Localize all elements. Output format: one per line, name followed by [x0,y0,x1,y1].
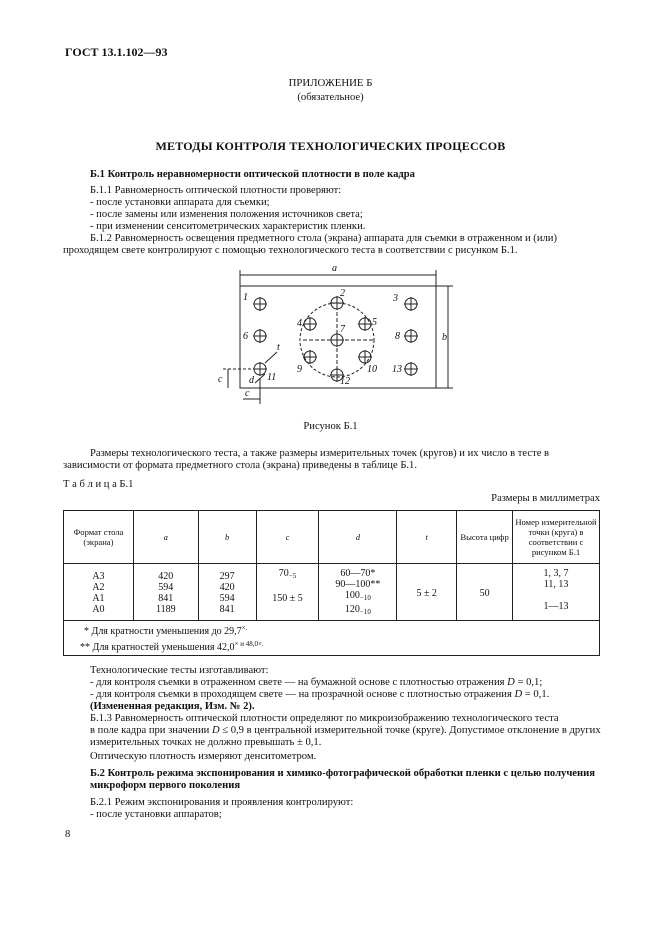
edition-note: (Измененная редакция, Изм. № 2). [90,701,255,712]
label-n10: 10 [367,364,377,375]
cell-value: 60—70* [340,568,376,579]
cell-value: 11, 13 [543,579,569,590]
cell-value: 1189 [155,604,176,615]
measurement-point-4 [303,317,317,331]
label-n8: 8 [395,331,400,342]
cell-points [513,564,600,621]
cell-height: 50 [457,564,513,621]
symbol-d: D [211,725,220,736]
list-item: - при изменении сенситометрических характеристик пленки. [90,221,366,232]
cell-value: А3 [92,571,105,582]
cell-a [133,564,198,621]
col-header-point-number: Номер измерительной точки (круга) в соответствии с рисунком Б.1 [513,511,600,564]
list-item: - после установки аппаратов; [90,809,222,820]
label-n4: 4 [297,318,302,329]
measurement-point-3 [404,297,418,311]
text-run: ≤ 0,9 в центральной измерительной точке (круге). Допустимое отклонение в других [219,725,601,736]
cell-value: 90—100** [335,579,381,590]
label-n1: 1 [243,292,248,303]
item-symbol-d: D [507,677,515,688]
measurement-point-10 [358,350,372,364]
col-header-a: a [133,511,198,564]
label-n5: 5 [372,317,377,328]
col-header-format: Формат стола (экрана) [64,511,134,564]
page-number: 8 [65,829,71,840]
measurement-point-5 [358,317,372,331]
label-a: a [332,263,337,274]
cell-value: А2 [92,582,105,593]
cell-value: 841 [219,604,235,615]
cell-spacer [515,590,597,601]
value-d-r3: 100 [344,590,360,601]
label-c-vertical: c [218,374,223,385]
item-text: - для контроля съемки в проходящем свете — на прозрачной основе с плотностью отражения [90,689,515,700]
cell-c [256,564,319,621]
label-n6: 6 [243,331,248,342]
figure-caption: Рисунок Б.1 [303,421,358,432]
col-header-b: b [198,511,256,564]
table-row [64,564,600,621]
value-d-r4: 120 [344,604,360,615]
item-symbol-d: D [514,689,523,700]
cell-value: А0 [92,604,105,615]
leader-line-t [265,352,277,363]
cell-value: 150 ± 5 [272,593,303,604]
cell-value: 1—13 [543,601,569,612]
item-text: - для контроля съемки в отраженном свете — на бумажной основе с плотностью отражения [90,677,508,688]
paragraph-b2-1: Б.2.1 Режим экспонирования и проявления контролируют: [90,797,354,808]
main-title: МЕТОДЫ КОНТРОЛЯ ТЕХНОЛОГИЧЕСКИХ ПРОЦЕССОВ [155,139,506,153]
cell-value [259,568,317,582]
paragraph-b1-3-line3: измерительных точках не должно превышать ± 0,1. [90,737,322,748]
label-n7: 7 [340,324,345,335]
footnote-1-sup: ×. [241,624,248,632]
paragraph-sizes-line1: Размеры технологического теста, а также размеры измерительных точек (кругов) и их число в тесте в [90,448,550,459]
paragraph-b1-3-line1: Б.1.3 Равномерность оптической плотности определяют по микроизображению технологического теста [90,713,559,724]
value-c-r1: 70 [278,568,289,579]
table-caption: Т а б л и ц а Б.1 [63,479,134,490]
label-t: t [277,342,280,353]
paragraph-b1-1: Б.1.1 Равномерность оптической плотности проверяют: [90,185,342,196]
table-b1 [63,510,600,656]
footnote-1 [80,622,597,638]
measurement-point-6 [253,329,267,343]
col-header-c: c [256,511,319,564]
footnote-2 [80,638,597,654]
cell-b [198,564,256,621]
col-header-d: d [319,511,397,564]
section-b2-heading-line2: микроформ первого поколения [90,780,241,791]
table-units: Размеры в миллиметрах [491,493,600,504]
col-header-t: t [397,511,457,564]
tolerance-d-r4: −10 [359,608,371,616]
paragraph-b1-2-line1: Б.1.2 Равномерность освещения предметного стола (экрана) аппарата для съемки в отраженном и (или) [90,233,557,244]
footnote-2-sup-a: × и 48,0 [234,640,258,648]
cell-t: 5 ± 2 [397,564,457,621]
document-header: ГОСТ 13.1.102—93 [65,45,168,59]
cell-value: 297 [219,571,235,582]
item-text: = 0,1. [522,689,550,700]
label-n9: 9 [297,364,302,375]
appendix-title: ПРИЛОЖЕНИЕ Б [288,77,373,89]
cell-d [319,564,397,621]
measurement-point-9 [303,350,317,364]
measurement-point-8 [404,329,418,343]
table-footnote-row [64,621,600,656]
cell-value: 841 [158,593,174,604]
list-item: - после замены или изменения положения источников света; [90,209,363,220]
tolerance-d-r3: −10 [359,594,371,602]
cell-value: 594 [158,582,174,593]
paragraph-densitometer: Оптическую плотность измеряют денситометром. [90,751,317,762]
text-run: в поле кадра при значении [90,725,212,736]
measurement-point-1 [253,297,267,311]
item-text: = 0,1; [514,677,543,688]
measurement-point-13 [404,362,418,376]
list-item: - после установки аппарата для съемки; [90,197,270,208]
cell-value [321,590,394,604]
cell-value: 420 [219,582,235,593]
cell-value: 1, 3, 7 [543,568,569,579]
label-c-horizontal: c [245,388,250,399]
col-header-height: Высота цифр [457,511,513,564]
paragraph-sizes-line2: зависимости от формата предметного стола (экрана) приведены в таблице Б.1. [63,460,418,471]
label-n11: 11 [267,372,277,383]
label-b: b [442,332,447,343]
measurement-point-7 [330,333,344,347]
table-header-row [64,511,600,564]
section-b1-heading: Б.1 Контроль неравномерности оптической плотности в поле кадра [90,169,415,180]
cell-value: 594 [219,593,235,604]
footnote-1-text: * Для кратности уменьшения до 29,7 [84,626,242,637]
cell-value [321,604,394,618]
label-d: d [249,375,254,386]
label-n2: 2 [340,288,345,299]
tolerance-c-r1: −5 [288,572,297,580]
paragraph-tests-made: Технологические тесты изготавливают: [90,665,269,676]
cell-spacer [259,582,317,593]
paragraph-b1-2-line2: проходящем свете контролируют с помощью технологического теста в соответствии с рисунком Б.1. [63,245,518,256]
label-n12: 12 [340,376,350,387]
figure-b1-test-chart [215,262,455,412]
footnote-2-sup-b: ×. [257,640,264,648]
table-footnotes [64,621,600,656]
cell-value: А1 [92,593,105,604]
appendix-note: (обязательное) [297,92,364,103]
cell-value: 420 [158,571,174,582]
cell-formats [64,564,134,621]
label-n3: 3 [393,293,398,304]
label-n13: 13 [392,364,402,375]
section-b2-heading-line1: Б.2 Контроль режима экспонирования и химико-фотографической обработки пленки с целью получения [90,768,595,779]
footnote-2-text: ** Для кратностей уменьшения 42,0 [80,642,235,653]
